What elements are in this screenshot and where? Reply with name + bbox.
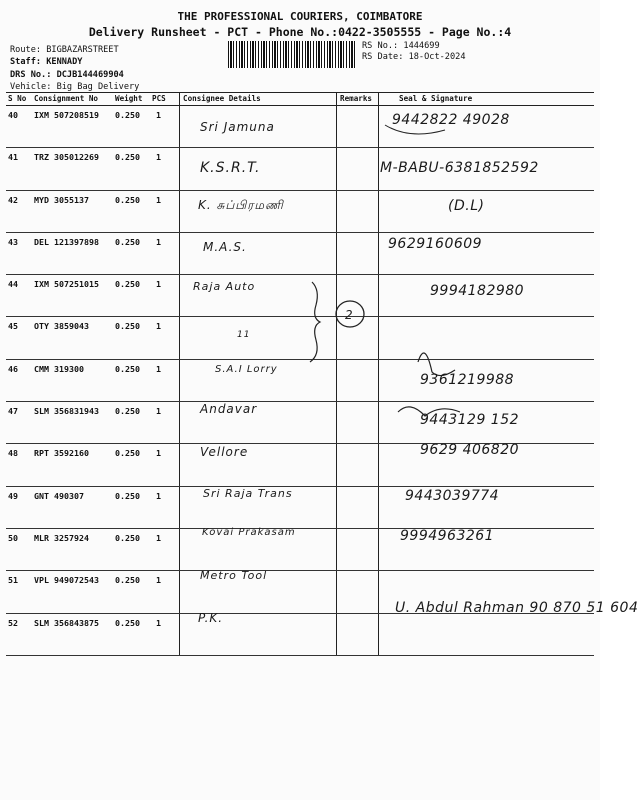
staff-label: Staff:	[10, 57, 47, 67]
row-sno: 50	[8, 532, 18, 543]
consignee-handwriting: Sri Raja Trans	[203, 487, 293, 500]
col-signature: Seal & Signature	[399, 94, 473, 103]
circle-mark-number: 2	[345, 308, 353, 322]
row-consignment: VPL 949072543	[34, 575, 99, 586]
row-pcs: 1	[156, 363, 161, 374]
consignee-handwriting: P.K.	[198, 611, 224, 625]
row-consignment: DEL 121397898	[34, 236, 99, 247]
row-pcs: 1	[156, 236, 161, 247]
signature-handwriting: 9442822 49028	[392, 112, 510, 128]
col-consignment: Consignment No	[34, 94, 99, 103]
row-weight: 0.250	[115, 279, 140, 290]
runsheet-title: Delivery Runsheet - PCT - Phone No.:0422-3505555 - Page No.:4	[88, 25, 512, 39]
row-consignment: MLR 3257924	[34, 532, 89, 543]
row-sno: 44	[8, 279, 18, 290]
brace-mark	[310, 282, 320, 362]
col-remarks: Remarks	[340, 94, 373, 103]
signature-handwriting: 9443039774	[405, 488, 500, 504]
row-weight: 0.250	[115, 363, 140, 374]
staff-value: KENNADY	[46, 57, 83, 67]
row-weight: 0.250	[115, 152, 140, 163]
col-pcs: PCS	[152, 94, 166, 103]
row-consignment: CMM 319300	[34, 363, 84, 374]
row-weight: 0.250	[115, 194, 140, 205]
route-value: BIGBAZARSTREET	[46, 45, 119, 55]
signature-handwriting: M-BABU-6381852592	[380, 160, 539, 176]
route-label: Route:	[10, 45, 47, 55]
consignee-handwriting: K. சுப்பிரமணி	[198, 198, 284, 212]
row-pcs: 1	[156, 406, 161, 417]
col-consignee: Consignee Details	[183, 94, 261, 103]
row-sno: 40	[8, 110, 18, 120]
row-pcs: 1	[156, 575, 161, 586]
consignee-handwriting: S.A.I Lorry	[215, 364, 278, 375]
consignee-handwriting: K.S.R.T.	[200, 160, 261, 176]
row-pcs: 1	[156, 448, 161, 459]
signature-handwriting: U. Abdul Rahman 90 870 51 604	[395, 600, 638, 616]
row-weight: 0.250	[115, 448, 140, 459]
row-pcs: 1	[156, 152, 161, 163]
row-sno: 45	[8, 321, 18, 332]
drs-value: DCJB144469904	[56, 70, 124, 80]
row-sno: 41	[8, 152, 18, 163]
row-sno: 42	[8, 194, 18, 205]
row-consignment: OTY 3859043	[34, 321, 89, 332]
rs-date-label: RS Date:	[362, 52, 409, 62]
row-weight: 0.250	[115, 490, 140, 501]
rs-no-label: RS No.:	[362, 41, 404, 51]
row-consignment: MYD 3055137	[34, 194, 89, 205]
row-consignment: IXM 507251015	[34, 279, 99, 290]
signature-handwriting: 9443129 152	[420, 412, 520, 428]
vehicle-label: Vehicle:	[10, 82, 57, 92]
row-weight: 0.250	[115, 575, 140, 586]
row-pcs: 1	[156, 279, 161, 290]
row-consignment: SLM 356843875	[34, 617, 99, 628]
rs-date-value: 18-Oct-2024	[408, 52, 466, 62]
consignee-handwriting: M.A.S.	[203, 240, 247, 254]
consignee-handwriting: Vellore	[200, 445, 249, 459]
row-pcs: 1	[156, 532, 161, 543]
consignee-handwriting: 11	[237, 330, 251, 340]
row-weight: 0.250	[115, 321, 140, 332]
row-pcs: 1	[156, 110, 161, 120]
signature-handwriting: 9629 406820	[420, 442, 520, 458]
rs-no-value: 1444699	[403, 41, 440, 51]
col-weight: Weight	[115, 94, 143, 103]
consignee-handwriting: Kovai Prakasam	[202, 527, 296, 538]
consignee-handwriting: Metro Tool	[200, 569, 268, 582]
row-consignment: IXM 507208519	[34, 110, 99, 120]
row-sno: 48	[8, 448, 18, 459]
vehicle-value: Big Bag Delivery	[56, 82, 140, 92]
row-weight: 0.250	[115, 532, 140, 543]
consignee-handwriting: Raja Auto	[193, 280, 256, 293]
row-sno: 47	[8, 406, 18, 417]
consignee-handwriting: Sri Jamuna	[200, 120, 275, 134]
row-weight: 0.250	[115, 110, 140, 120]
row-sno: 49	[8, 490, 18, 501]
row-sno: 43	[8, 236, 18, 247]
row-weight: 0.250	[115, 617, 140, 628]
row-consignment: RPT 3592160	[34, 448, 89, 459]
signature-handwriting: 9629160609	[388, 236, 483, 252]
row-sno: 52	[8, 617, 18, 628]
row-consignment: GNT 490307	[34, 490, 84, 501]
col-sno: S No	[8, 94, 27, 103]
row-weight: 0.250	[115, 406, 140, 417]
signature-handwriting: (D.L)	[448, 198, 485, 214]
row-weight: 0.250	[115, 236, 140, 247]
row-sno: 51	[8, 575, 18, 586]
signature-handwriting: 9994963261	[400, 528, 495, 544]
row-consignment: TRZ 305012269	[34, 152, 99, 163]
row-sno: 46	[8, 363, 18, 374]
row-consignment: SLM 356831943	[34, 406, 99, 417]
row-pcs: 1	[156, 617, 161, 628]
signature-handwriting: 9361219988	[420, 372, 515, 388]
consignee-handwriting: Andavar	[200, 402, 258, 416]
drs-label: DRS No.:	[10, 70, 57, 80]
signature-handwriting: 9994182980	[430, 283, 525, 299]
row-pcs: 1	[156, 490, 161, 501]
row-pcs: 1	[156, 321, 161, 332]
company-name: THE PROFESSIONAL COURIERS, COIMBATORE	[177, 10, 423, 23]
row-pcs: 1	[156, 194, 161, 205]
